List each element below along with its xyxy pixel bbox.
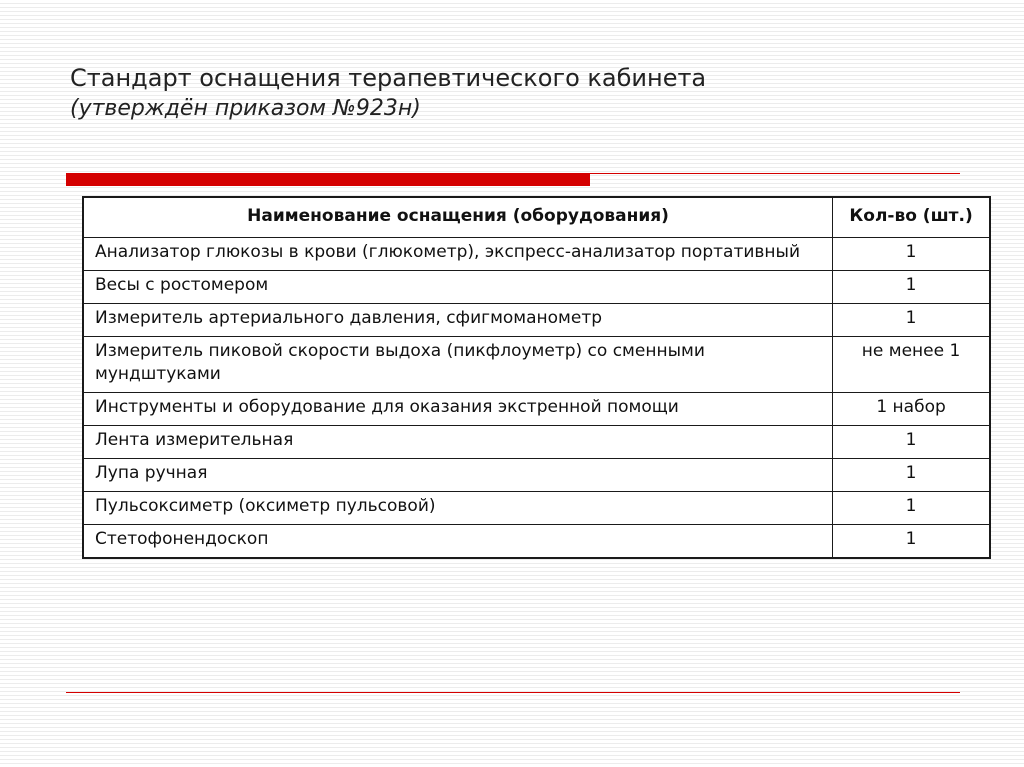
row-name: Измеритель артериального давления, сфигмоманометр	[83, 304, 833, 337]
equipment-table	[82, 196, 991, 559]
title-subtitle: (утверждён приказом №923н)	[70, 96, 421, 121]
row-name: Стетофонендоскоп	[83, 525, 833, 559]
table-row	[83, 525, 990, 559]
row-qty: 1	[833, 426, 990, 459]
row-qty: 1	[833, 271, 990, 304]
thin-accent-line	[590, 173, 960, 174]
table-row	[83, 393, 990, 426]
table-header-row	[83, 197, 990, 238]
table-row	[83, 426, 990, 459]
row-qty: не менее 1	[833, 337, 990, 393]
row-name: Измеритель пиковой скорости выдоха (пикфлоуметр) со сменными мундштуками	[83, 337, 833, 393]
table-row	[83, 238, 990, 271]
table-row	[83, 459, 990, 492]
title-divider	[66, 173, 960, 187]
row-name: Анализатор глюкозы в крови (глюкометр), экспресс-анализатор портативный	[83, 238, 833, 271]
row-name: Лупа ручная	[83, 459, 833, 492]
row-qty: 1	[833, 304, 990, 337]
table-row	[83, 271, 990, 304]
table-row	[83, 492, 990, 525]
header-qty: Кол-во (шт.)	[833, 197, 990, 238]
row-name: Лента измерительная	[83, 426, 833, 459]
row-qty: 1	[833, 459, 990, 492]
footer-divider	[66, 692, 960, 693]
row-qty: 1	[833, 525, 990, 559]
row-name: Инструменты и оборудование для оказания экстренной помощи	[83, 393, 833, 426]
row-name: Весы с ростомером	[83, 271, 833, 304]
title-main: Стандарт оснащения терапевтического кабинета	[70, 64, 707, 92]
table-row	[83, 337, 990, 393]
table-row	[83, 304, 990, 337]
header-name: Наименование оснащения (оборудования)	[83, 197, 833, 238]
slide-title	[70, 62, 706, 124]
row-qty: 1 набор	[833, 393, 990, 426]
row-qty: 1	[833, 238, 990, 271]
red-accent-bar	[66, 173, 590, 186]
row-qty: 1	[833, 492, 990, 525]
row-name: Пульсоксиметр (оксиметр пульсовой)	[83, 492, 833, 525]
